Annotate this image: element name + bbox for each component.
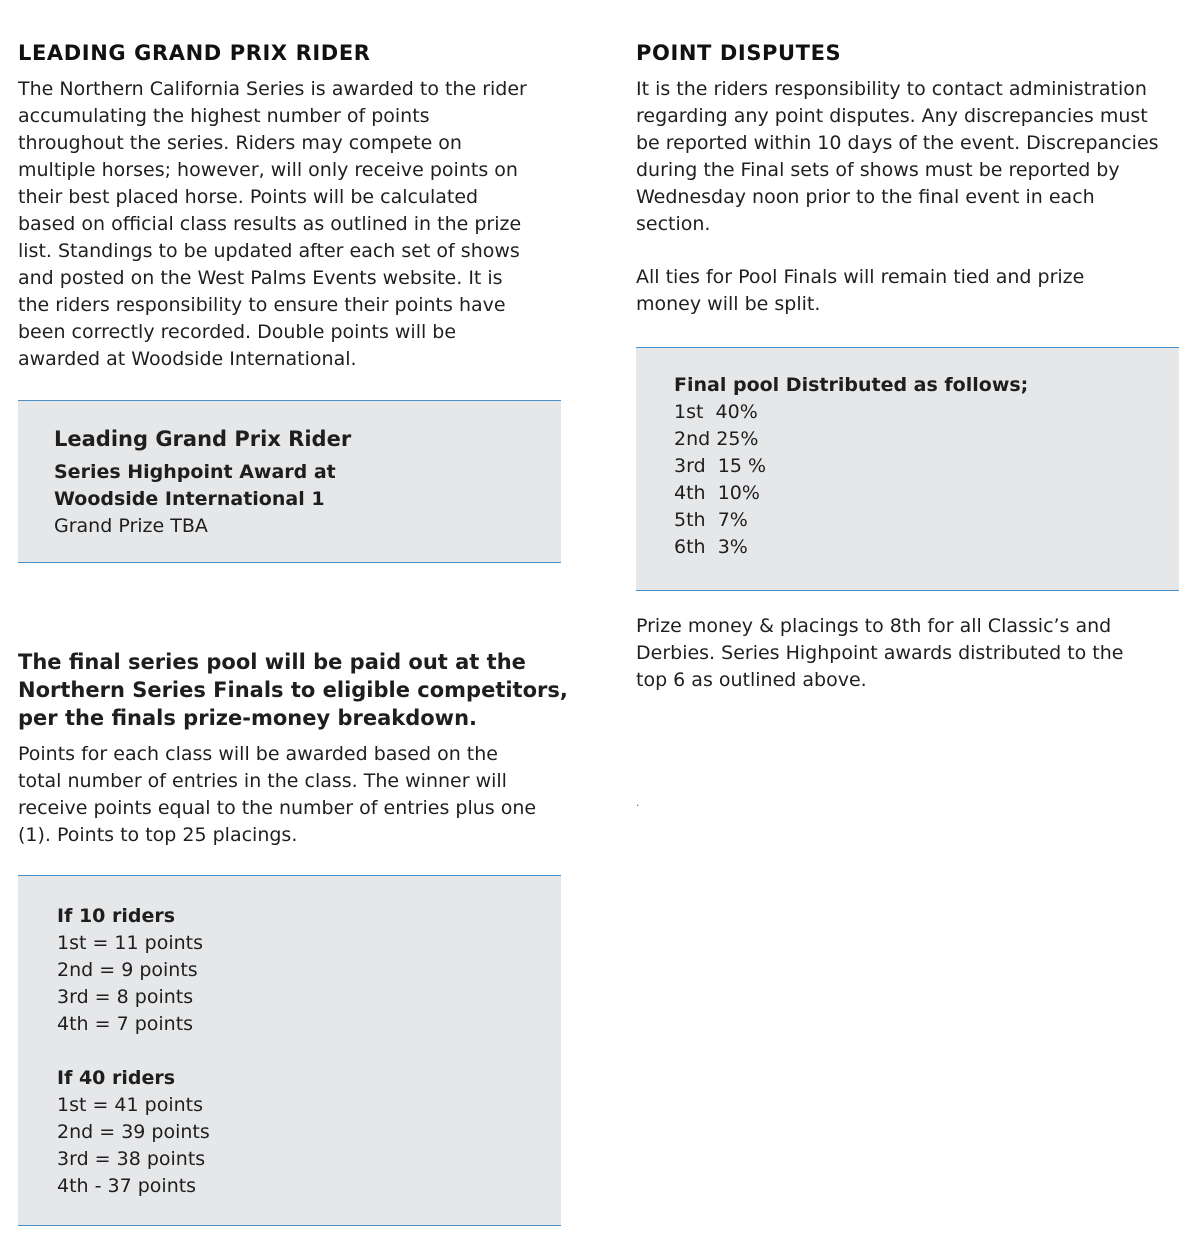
pool-pct: 15 % <box>717 455 767 477</box>
pool-row <box>674 399 1028 426</box>
prize-line: top 6 as outlined above. <box>636 669 867 691</box>
leading-rider-heading: LEADING GRAND PRIX RIDER <box>18 41 371 65</box>
pool-place: 1st <box>674 401 704 423</box>
intro-line: awarded at Woodside International. <box>18 348 357 370</box>
intro-line: and posted on the West Palms Events website. It is <box>18 267 503 289</box>
prize-line: Derbies. Series Highpoint awards distributed to the <box>636 642 1124 664</box>
points-line: Points for each class will be awarded based on the <box>18 743 498 765</box>
disputes-line: It is the riders responsibility to contact administration <box>636 78 1147 100</box>
points-paragraph <box>18 741 588 849</box>
intro-line: throughout the series. Riders may compete on <box>18 132 462 154</box>
intro-line: the riders responsibility to ensure their points have <box>18 294 506 316</box>
pool-heading-line: per the finals prize-money breakdown. <box>18 706 478 730</box>
pool-row <box>674 507 1028 534</box>
award-box <box>18 400 561 563</box>
points-line: (1). Points to top 25 placings. <box>18 824 298 846</box>
pool-pct: 3% <box>717 536 748 558</box>
intro-line: their best placed horse. Points will be calculated <box>18 186 479 208</box>
pool-row <box>674 426 1028 453</box>
example-title: If 10 riders <box>57 905 176 927</box>
award-title: Leading Grand Prix Rider <box>54 427 352 451</box>
pool-heading-line: Northern Series Finals to eligible competitors, <box>18 678 568 702</box>
ties-line: money will be split. <box>636 293 821 315</box>
example-line: 2nd = 9 points <box>57 959 198 981</box>
award-prize: Grand Prize TBA <box>54 515 208 537</box>
pool-place: 5th <box>674 509 706 531</box>
example-line: 1st = 41 points <box>57 1094 204 1116</box>
intro-line: accumulating the highest number of points <box>18 105 430 127</box>
example-line: 4th = 7 points <box>57 1013 194 1035</box>
pool-pct: 7% <box>717 509 748 531</box>
disputes-paragraph <box>636 76 1196 238</box>
disputes-line: during the Final sets of shows must be reported by <box>636 159 1120 181</box>
prize-line: Prize money & placings to 8th for all Classic’s and <box>636 615 1112 637</box>
pool-pct: 10% <box>717 482 760 504</box>
intro-line: multiple horses; however, will only receive points on <box>18 159 518 181</box>
ties-paragraph <box>636 264 1196 318</box>
disputes-line: regarding any point disputes. Any discrepancies must <box>636 105 1148 127</box>
prize-money-paragraph <box>636 613 1196 694</box>
pool-place: 4th <box>674 482 706 504</box>
leading-rider-intro <box>18 76 588 373</box>
disputes-line: Wednesday noon prior to the final event in each <box>636 186 1095 208</box>
pool-place: 2nd <box>674 428 711 450</box>
point-disputes-heading: POINT DISPUTES <box>636 41 842 65</box>
award-subtitle: Series Highpoint Award at <box>54 461 336 483</box>
intro-line: based on official class results as outlined in the prize <box>18 213 522 235</box>
pool-box-title: Final pool Distributed as follows; <box>674 374 1029 396</box>
stray-mark: . <box>636 795 640 809</box>
pool-place: 3rd <box>674 455 706 477</box>
pool-place: 6th <box>674 536 706 558</box>
pool-pct: 25% <box>716 428 759 450</box>
pool-row <box>674 480 1028 507</box>
intro-line: list. Standings to be updated after each set of shows <box>18 240 520 262</box>
pool-row <box>674 534 1028 561</box>
pool-pct: 40% <box>715 401 758 423</box>
pool-heading-line: The final series pool will be paid out at the <box>18 650 526 674</box>
pool-row <box>674 453 1028 480</box>
disputes-line: section. <box>636 213 711 235</box>
points-line: total number of entries in the class. The winner will <box>18 770 507 792</box>
disputes-line: be reported within 10 days of the event. Discrepancies <box>636 132 1159 154</box>
pool-heading <box>18 648 588 732</box>
points-examples-box <box>18 875 561 1226</box>
intro-line: The Northern California Series is awarded to the rider <box>18 78 527 100</box>
example-title: If 40 riders <box>57 1067 176 1089</box>
example-line: 4th - 37 points <box>57 1175 197 1197</box>
intro-line: been correctly recorded. Double points will be <box>18 321 457 343</box>
award-subtitle: Woodside International 1 <box>54 488 325 510</box>
example-line: 3rd = 38 points <box>57 1148 206 1170</box>
example-line: 1st = 11 points <box>57 932 204 954</box>
example-line: 2nd = 39 points <box>57 1121 210 1143</box>
final-pool-box <box>636 347 1179 591</box>
ties-line: All ties for Pool Finals will remain tied and prize <box>636 266 1085 288</box>
example-line: 3rd = 8 points <box>57 986 194 1008</box>
points-line: receive points equal to the number of entries plus one <box>18 797 537 819</box>
